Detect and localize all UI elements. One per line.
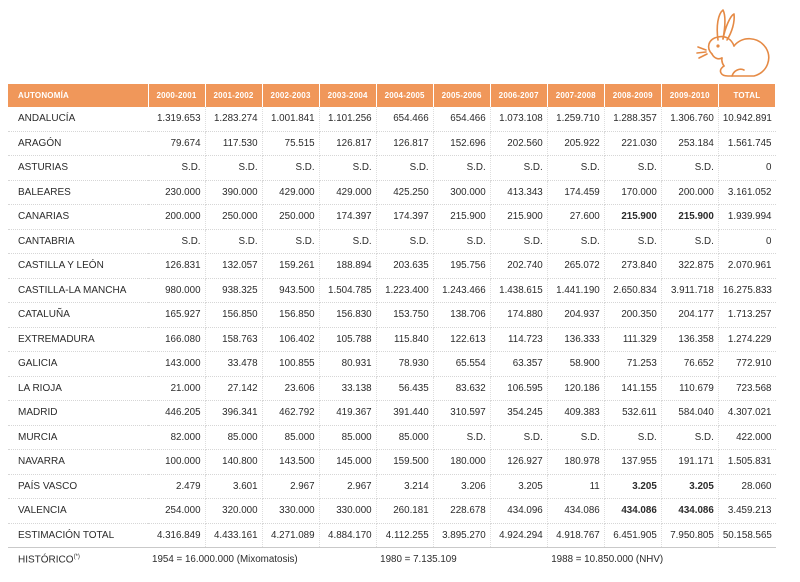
value-cell: 202.740 <box>490 254 547 279</box>
value-cell: 203.635 <box>376 254 433 279</box>
value-cell: S.D. <box>376 156 433 181</box>
value-cell: 56.435 <box>376 376 433 401</box>
value-cell: 111.329 <box>604 327 661 352</box>
value-cell: 228.678 <box>433 499 490 524</box>
value-cell: 174.459 <box>547 180 604 205</box>
table-row <box>8 229 776 254</box>
value-cell: 158.763 <box>205 327 262 352</box>
value-cell: S.D. <box>433 156 490 181</box>
value-cell: S.D. <box>661 425 718 450</box>
value-cell: S.D. <box>547 229 604 254</box>
value-cell: 204.177 <box>661 303 718 328</box>
value-cell: 85.000 <box>205 425 262 450</box>
value-cell: 136.333 <box>547 327 604 352</box>
value-cell: 3.895.270 <box>433 523 490 548</box>
value-cell: 126.817 <box>376 131 433 156</box>
value-cell: 230.000 <box>148 180 205 205</box>
total-cell: 16.275.833 <box>718 278 775 303</box>
value-cell: 85.000 <box>376 425 433 450</box>
value-cell: 654.466 <box>376 107 433 131</box>
value-cell: 1.504.785 <box>319 278 376 303</box>
region-name: CATALUÑA <box>8 303 148 328</box>
value-cell: 215.900 <box>433 205 490 230</box>
value-cell: S.D. <box>205 156 262 181</box>
value-cell: 7.950.805 <box>661 523 718 548</box>
value-cell: 221.030 <box>604 131 661 156</box>
historic-row <box>8 548 776 572</box>
region-name: EXTREMADURA <box>8 327 148 352</box>
region-name: CASTILLA-LA MANCHA <box>8 278 148 303</box>
value-cell: 654.466 <box>433 107 490 131</box>
region-name: ASTURIAS <box>8 156 148 181</box>
value-cell: 156.830 <box>319 303 376 328</box>
value-cell: 126.831 <box>148 254 205 279</box>
value-cell: S.D. <box>547 156 604 181</box>
value-cell: S.D. <box>604 229 661 254</box>
value-cell: 215.900 <box>604 205 661 230</box>
value-cell: S.D. <box>376 229 433 254</box>
value-cell: 110.679 <box>661 376 718 401</box>
total-cell: 422.000 <box>718 425 775 450</box>
value-cell: 202.560 <box>490 131 547 156</box>
region-name: LA RIOJA <box>8 376 148 401</box>
value-cell: 100.000 <box>148 450 205 475</box>
value-cell: 330.000 <box>262 499 319 524</box>
total-cell: 3.459.213 <box>718 499 775 524</box>
column-header-season: 2008-2009 <box>604 84 661 107</box>
value-cell: 33.478 <box>205 352 262 377</box>
value-cell: 200.350 <box>604 303 661 328</box>
table-row <box>8 278 776 303</box>
value-cell: 429.000 <box>319 180 376 205</box>
value-cell: S.D. <box>661 229 718 254</box>
value-cell: 250.000 <box>205 205 262 230</box>
value-cell: 4.112.255 <box>376 523 433 548</box>
region-name: VALENCIA <box>8 499 148 524</box>
total-cell: 1.505.831 <box>718 450 775 475</box>
region-name: MURCIA <box>8 425 148 450</box>
total-cell: 0 <box>718 156 775 181</box>
value-cell: 462.792 <box>262 401 319 426</box>
value-cell: 250.000 <box>262 205 319 230</box>
value-cell: 1.259.710 <box>547 107 604 131</box>
value-cell: 273.840 <box>604 254 661 279</box>
value-cell: 79.674 <box>148 131 205 156</box>
table-row <box>8 156 776 181</box>
historic-footnote-mark: (*) <box>73 554 80 561</box>
value-cell: 115.840 <box>376 327 433 352</box>
region-name: BALEARES <box>8 180 148 205</box>
value-cell: S.D. <box>661 156 718 181</box>
value-cell: 1.073.108 <box>490 107 547 131</box>
value-cell: 4.316.849 <box>148 523 205 548</box>
value-cell: 132.057 <box>205 254 262 279</box>
value-cell: 253.184 <box>661 131 718 156</box>
value-cell: 126.927 <box>490 450 547 475</box>
value-cell: 152.696 <box>433 131 490 156</box>
value-cell: S.D. <box>205 229 262 254</box>
value-cell: 141.155 <box>604 376 661 401</box>
value-cell: 413.343 <box>490 180 547 205</box>
total-cell: 1.713.257 <box>718 303 775 328</box>
value-cell: 320.000 <box>205 499 262 524</box>
value-cell: S.D. <box>433 229 490 254</box>
value-cell: 156.850 <box>205 303 262 328</box>
region-name: PAÍS VASCO <box>8 474 148 499</box>
column-header-season: 2009-2010 <box>661 84 718 107</box>
region-name: CANARIAS <box>8 205 148 230</box>
value-cell: 215.900 <box>661 205 718 230</box>
estimate-total-row <box>8 523 776 548</box>
value-cell: 138.706 <box>433 303 490 328</box>
value-cell: 2.967 <box>319 474 376 499</box>
table-row <box>8 180 776 205</box>
value-cell: 75.515 <box>262 131 319 156</box>
value-cell: 3.911.718 <box>661 278 718 303</box>
value-cell: 156.850 <box>262 303 319 328</box>
value-cell: 21.000 <box>148 376 205 401</box>
estimate-label: ESTIMACIÓN TOTAL <box>8 523 148 548</box>
value-cell: 434.086 <box>661 499 718 524</box>
value-cell: S.D. <box>604 156 661 181</box>
total-cell: 2.070.961 <box>718 254 775 279</box>
value-cell: 419.367 <box>319 401 376 426</box>
value-cell: 195.756 <box>433 254 490 279</box>
value-cell: 180.978 <box>547 450 604 475</box>
value-cell: 23.606 <box>262 376 319 401</box>
total-cell: 723.568 <box>718 376 775 401</box>
value-cell: S.D. <box>604 425 661 450</box>
value-cell: 434.086 <box>604 499 661 524</box>
column-header-season: 2003-2004 <box>319 84 376 107</box>
value-cell: 409.383 <box>547 401 604 426</box>
value-cell: 943.500 <box>262 278 319 303</box>
value-cell: 215.900 <box>490 205 547 230</box>
value-cell: 145.000 <box>319 450 376 475</box>
value-cell: 3.214 <box>376 474 433 499</box>
value-cell: 1.243.466 <box>433 278 490 303</box>
value-cell: S.D. <box>319 156 376 181</box>
column-header-total: TOTAL <box>718 84 775 107</box>
value-cell: S.D. <box>148 156 205 181</box>
region-name: CANTABRIA <box>8 229 148 254</box>
column-header-season: 2005-2006 <box>433 84 490 107</box>
value-cell: 180.000 <box>433 450 490 475</box>
value-cell: 3.601 <box>205 474 262 499</box>
value-cell: 153.750 <box>376 303 433 328</box>
value-cell: 2.967 <box>262 474 319 499</box>
value-cell: 1.001.841 <box>262 107 319 131</box>
table-row <box>8 499 776 524</box>
region-name: ANDALUCÍA <box>8 107 148 131</box>
value-cell: 143.000 <box>148 352 205 377</box>
value-cell: 200.000 <box>661 180 718 205</box>
table-row <box>8 425 776 450</box>
value-cell: 174.397 <box>319 205 376 230</box>
value-cell: S.D. <box>490 156 547 181</box>
value-cell: 1.283.274 <box>205 107 262 131</box>
total-cell: 772.910 <box>718 352 775 377</box>
value-cell: 33.138 <box>319 376 376 401</box>
value-cell: 83.632 <box>433 376 490 401</box>
value-cell: 165.927 <box>148 303 205 328</box>
value-cell: 254.000 <box>148 499 205 524</box>
value-cell: S.D. <box>148 229 205 254</box>
region-name: GALICIA <box>8 352 148 377</box>
value-cell: 322.875 <box>661 254 718 279</box>
value-cell: 1.223.400 <box>376 278 433 303</box>
total-cell: 0 <box>718 229 775 254</box>
value-cell: 143.500 <box>262 450 319 475</box>
table-row <box>8 474 776 499</box>
value-cell: 136.358 <box>661 327 718 352</box>
value-cell: 1.441.190 <box>547 278 604 303</box>
total-cell: 1.939.994 <box>718 205 775 230</box>
value-cell: 3.205 <box>604 474 661 499</box>
table-row <box>8 254 776 279</box>
value-cell: 4.433.161 <box>205 523 262 548</box>
value-cell: 1.101.256 <box>319 107 376 131</box>
value-cell: 58.900 <box>547 352 604 377</box>
column-header-season: 2006-2007 <box>490 84 547 107</box>
value-cell: 120.186 <box>547 376 604 401</box>
table-header <box>8 84 776 107</box>
value-cell: 106.595 <box>490 376 547 401</box>
historic-label-text: HISTÓRICO <box>18 554 74 566</box>
value-cell: 174.397 <box>376 205 433 230</box>
historic-note: 1988 = 10.850.000 (NHV) <box>551 554 664 566</box>
value-cell: 4.884.170 <box>319 523 376 548</box>
value-cell: 2.650.834 <box>604 278 661 303</box>
value-cell: 4.924.294 <box>490 523 547 548</box>
value-cell: 3.205 <box>661 474 718 499</box>
column-header-season: 2002-2003 <box>262 84 319 107</box>
value-cell: S.D. <box>262 156 319 181</box>
value-cell: 354.245 <box>490 401 547 426</box>
rabbit-population-table <box>8 84 776 572</box>
value-cell: 174.880 <box>490 303 547 328</box>
value-cell: S.D. <box>547 425 604 450</box>
value-cell: 117.530 <box>205 131 262 156</box>
value-cell: 137.955 <box>604 450 661 475</box>
value-cell: 191.171 <box>661 450 718 475</box>
column-header-autonomia: AUTONOMÍA <box>8 84 148 107</box>
value-cell: 4.918.767 <box>547 523 604 548</box>
total-cell: 28.060 <box>718 474 775 499</box>
value-cell: 1.288.357 <box>604 107 661 131</box>
value-cell: 200.000 <box>148 205 205 230</box>
total-cell: 50.158.565 <box>718 523 775 548</box>
value-cell: 6.451.905 <box>604 523 661 548</box>
value-cell: 446.205 <box>148 401 205 426</box>
value-cell: 126.817 <box>319 131 376 156</box>
value-cell: 80.931 <box>319 352 376 377</box>
rabbit-icon <box>688 6 772 82</box>
value-cell: 300.000 <box>433 180 490 205</box>
value-cell: 330.000 <box>319 499 376 524</box>
value-cell: S.D. <box>319 229 376 254</box>
value-cell: 4.271.089 <box>262 523 319 548</box>
value-cell: S.D. <box>433 425 490 450</box>
total-cell: 3.161.052 <box>718 180 775 205</box>
total-cell: 1.274.229 <box>718 327 775 352</box>
value-cell: 170.000 <box>604 180 661 205</box>
value-cell: 105.788 <box>319 327 376 352</box>
table-row <box>8 352 776 377</box>
value-cell: 114.723 <box>490 327 547 352</box>
table-row <box>8 327 776 352</box>
value-cell: 159.261 <box>262 254 319 279</box>
column-header-season: 2000-2001 <box>148 84 205 107</box>
column-header-season: 2007-2008 <box>547 84 604 107</box>
value-cell: 584.040 <box>661 401 718 426</box>
table-row <box>8 376 776 401</box>
historic-label <box>8 548 148 572</box>
value-cell: 27.600 <box>547 205 604 230</box>
value-cell: 27.142 <box>205 376 262 401</box>
table-row <box>8 303 776 328</box>
value-cell: 3.205 <box>490 474 547 499</box>
total-cell: 1.561.745 <box>718 131 775 156</box>
column-header-season: 2001-2002 <box>205 84 262 107</box>
value-cell: 532.611 <box>604 401 661 426</box>
column-header-season: 2004-2005 <box>376 84 433 107</box>
table-body <box>8 107 776 572</box>
region-name: MADRID <box>8 401 148 426</box>
value-cell: S.D. <box>262 229 319 254</box>
value-cell: 78.930 <box>376 352 433 377</box>
table-row <box>8 401 776 426</box>
value-cell: 76.652 <box>661 352 718 377</box>
value-cell: 85.000 <box>319 425 376 450</box>
value-cell: 980.000 <box>148 278 205 303</box>
value-cell: 106.402 <box>262 327 319 352</box>
value-cell: 434.096 <box>490 499 547 524</box>
value-cell: 3.206 <box>433 474 490 499</box>
value-cell: 11 <box>547 474 604 499</box>
value-cell: 65.554 <box>433 352 490 377</box>
value-cell: 310.597 <box>433 401 490 426</box>
historic-note: 1980 = 7.135.109 <box>380 554 457 566</box>
total-cell: 4.307.021 <box>718 401 775 426</box>
value-cell: 71.253 <box>604 352 661 377</box>
value-cell: 938.325 <box>205 278 262 303</box>
value-cell: 204.937 <box>547 303 604 328</box>
value-cell: S.D. <box>490 229 547 254</box>
value-cell: 159.500 <box>376 450 433 475</box>
value-cell: 2.479 <box>148 474 205 499</box>
value-cell: 166.080 <box>148 327 205 352</box>
total-cell: 10.942.891 <box>718 107 775 131</box>
value-cell: 265.072 <box>547 254 604 279</box>
region-name: ARAGÓN <box>8 131 148 156</box>
value-cell: 1.306.760 <box>661 107 718 131</box>
table-row <box>8 107 776 131</box>
value-cell: 122.613 <box>433 327 490 352</box>
table-row <box>8 450 776 475</box>
region-name: NAVARRA <box>8 450 148 475</box>
value-cell: 391.440 <box>376 401 433 426</box>
value-cell: 434.086 <box>547 499 604 524</box>
value-cell: 63.357 <box>490 352 547 377</box>
value-cell: 1.438.615 <box>490 278 547 303</box>
value-cell: 1.319.653 <box>148 107 205 131</box>
value-cell: 396.341 <box>205 401 262 426</box>
value-cell: 82.000 <box>148 425 205 450</box>
value-cell: S.D. <box>490 425 547 450</box>
value-cell: 205.922 <box>547 131 604 156</box>
table-row <box>8 205 776 230</box>
historic-note: 1954 = 16.000.000 (Mixomatosis) <box>152 554 298 566</box>
value-cell: 390.000 <box>205 180 262 205</box>
region-name: CASTILLA Y LEÓN <box>8 254 148 279</box>
value-cell: 140.800 <box>205 450 262 475</box>
header-row <box>8 84 776 107</box>
value-cell: 260.181 <box>376 499 433 524</box>
value-cell: 188.894 <box>319 254 376 279</box>
table-row <box>8 131 776 156</box>
value-cell: 425.250 <box>376 180 433 205</box>
value-cell: 429.000 <box>262 180 319 205</box>
value-cell: 85.000 <box>262 425 319 450</box>
value-cell: 100.855 <box>262 352 319 377</box>
